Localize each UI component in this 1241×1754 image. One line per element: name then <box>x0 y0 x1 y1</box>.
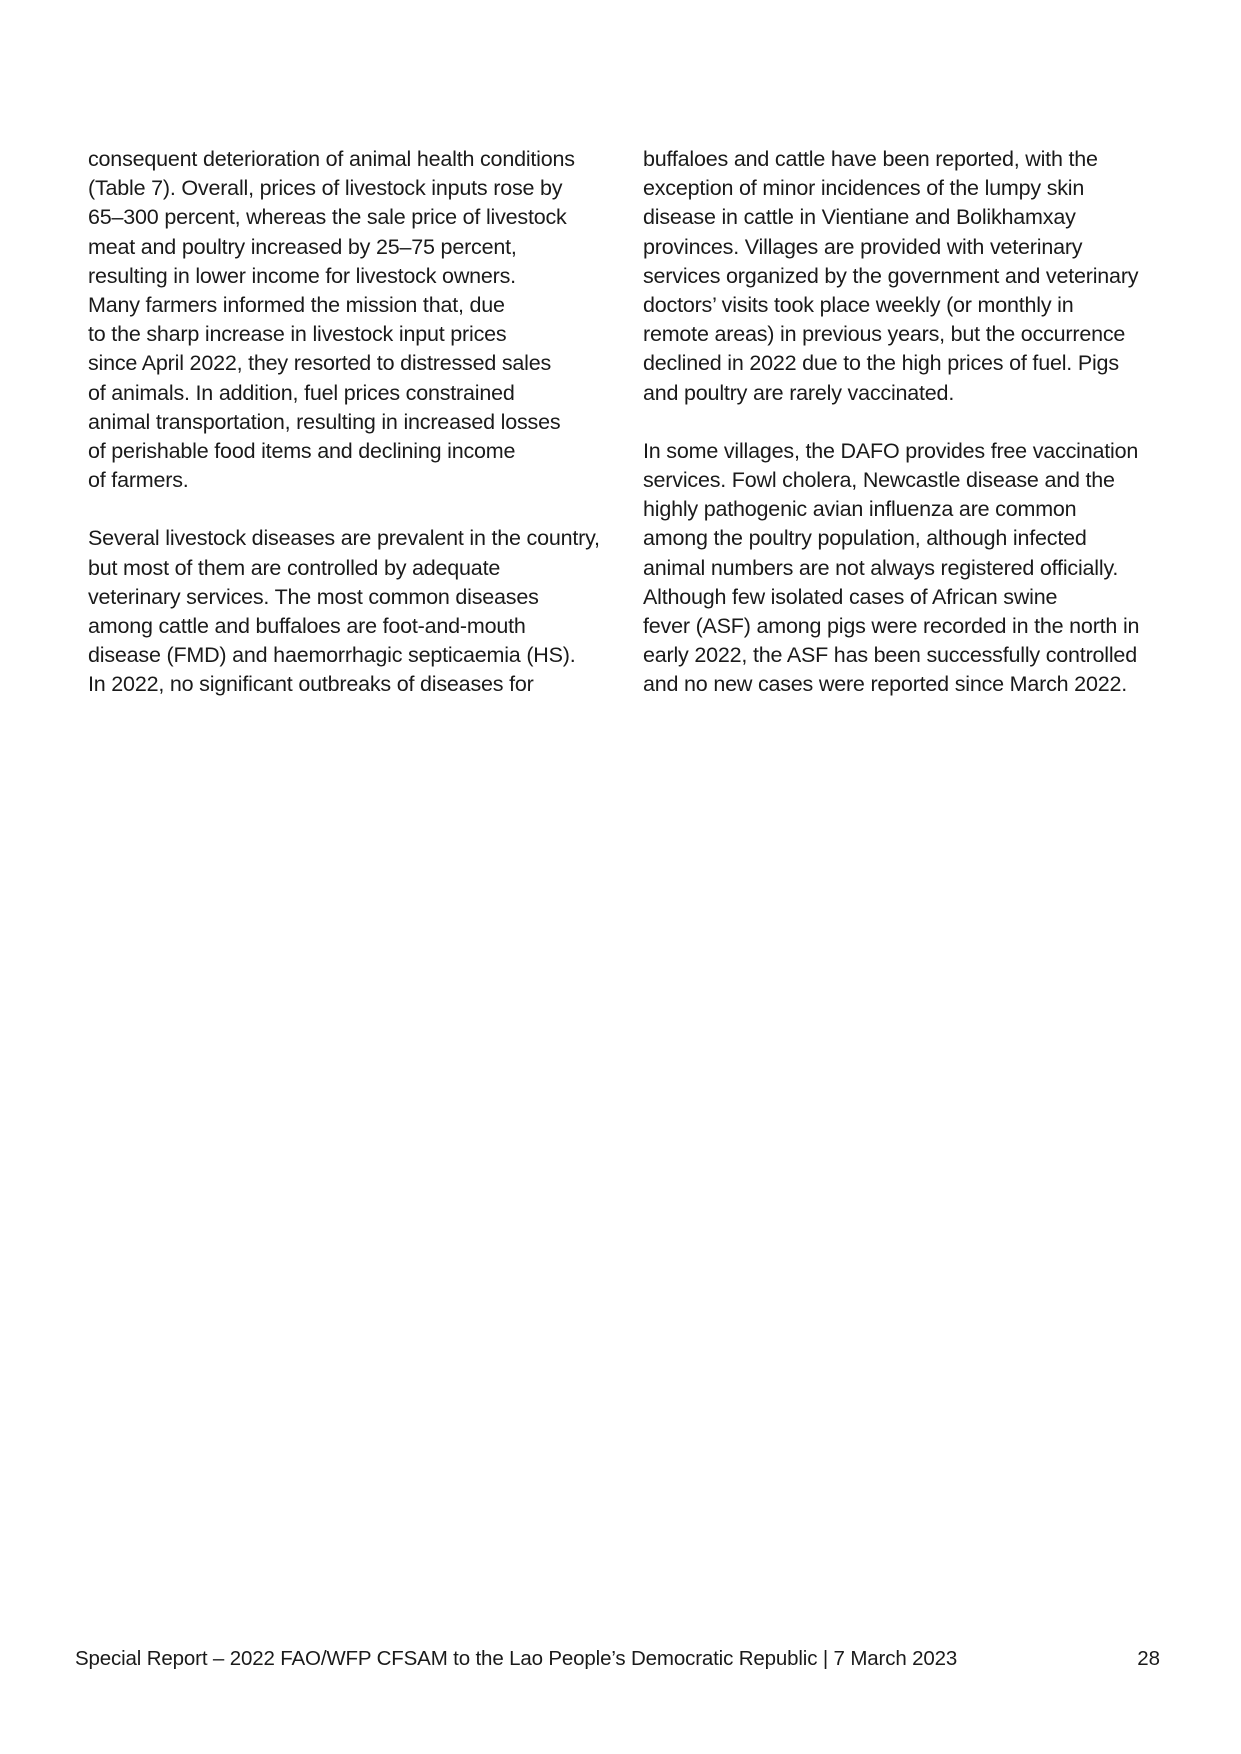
paragraph-spacer <box>643 408 1171 437</box>
text-line: disease (FMD) and haemorrhagic septicaemia (HS). <box>88 643 576 668</box>
paragraph-veterinary-services <box>643 145 1171 408</box>
text-line: among cattle and buffaloes are foot-and-mouth <box>88 614 526 638</box>
text-line: among the poultry population, although infected <box>643 526 1087 551</box>
text-line: of animals. In addition, fuel prices constrained <box>88 380 515 405</box>
text-line: In some villages, the DAFO provides free vaccination <box>643 438 1139 463</box>
left-column <box>88 145 616 700</box>
right-column <box>643 145 1171 700</box>
text-line: animal numbers are not always registered officially. <box>643 555 1119 580</box>
text-line: of perishable food items and declining income <box>88 438 516 463</box>
text-line: resulting in lower income for livestock owners. <box>88 263 516 288</box>
text-line: veterinary services. The most common diseases <box>88 584 539 609</box>
text-line: since April 2022, they resorted to distressed sales <box>88 351 552 376</box>
text-line: 65–300 percent, whereas the sale price of livestock <box>88 205 567 230</box>
paragraph-livestock-prices <box>88 145 616 495</box>
text-line: Several livestock diseases are prevalent in the country, <box>88 526 600 551</box>
paragraph-spacer <box>88 495 616 524</box>
text-line: and no new cases were reported since March 2022. <box>643 672 1127 697</box>
text-line: services organized by the government and veterinary <box>643 263 1139 288</box>
text-line: of farmers. <box>88 468 189 493</box>
text-line: consequent deterioration of animal health conditions <box>88 147 575 171</box>
paragraph-livestock-diseases <box>88 524 616 699</box>
text-line: (Table 7). Overall, prices of livestock inputs rose by <box>88 176 563 201</box>
text-line: animal transportation, resulting in increased losses <box>88 409 561 434</box>
paragraph-vaccination <box>643 437 1171 700</box>
text-line: services. Fowl cholera, Newcastle disease and the <box>643 468 1115 493</box>
text-line: to the sharp increase in livestock input prices <box>88 322 507 347</box>
text-line: declined in 2022 due to the high prices of fuel. Pigs <box>643 351 1119 376</box>
text-line: fever (ASF) among pigs were recorded in the north in <box>643 614 1140 638</box>
text-line: In 2022, no significant outbreaks of diseases for <box>88 672 534 697</box>
text-line: exception of minor incidences of the lumpy skin <box>643 176 1085 201</box>
text-line: provinces. Villages are provided with veterinary <box>643 234 1083 259</box>
text-line: highly pathogenic avian influenza are common <box>643 497 1077 522</box>
text-line: meat and poultry increased by 25–75 percent, <box>88 234 517 259</box>
footer-report-title: Special Report – 2022 FAO/WFP CFSAM to the Lao People’s Democratic Republic | 7 March 2023 <box>75 1647 958 1670</box>
text-line: Although few isolated cases of African swine <box>643 584 1058 609</box>
page-number: 28 <box>1137 1647 1160 1670</box>
text-line: buffaloes and cattle have been reported, with the <box>643 147 1098 171</box>
text-line: remote areas) in previous years, but the occurrence <box>643 322 1126 347</box>
text-line: Many farmers informed the mission that, due <box>88 292 505 317</box>
text-line: and poultry are rarely vaccinated. <box>643 380 955 405</box>
text-line: but most of them are controlled by adequate <box>88 555 501 580</box>
text-line: early 2022, the ASF has been successfully controlled <box>643 643 1137 668</box>
text-line: disease in cattle in Vientiane and Bolikhamxay <box>643 205 1076 230</box>
text-line: doctors’ visits took place weekly (or monthly in <box>643 292 1074 317</box>
